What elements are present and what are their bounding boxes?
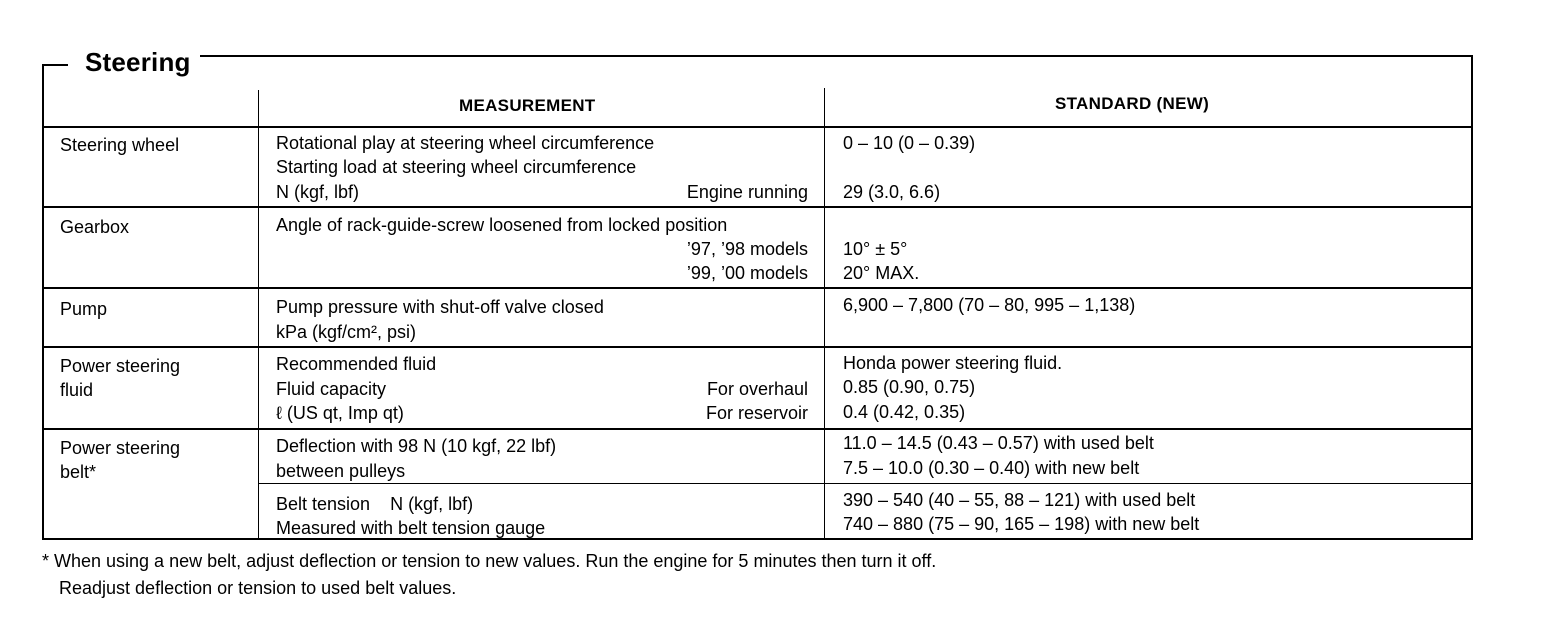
measurement-line: Deflection with 98 N (10 kgf, 22 lbf) (276, 436, 557, 456)
header-measurement: MEASUREMENT (459, 96, 596, 115)
measurement-line: Pump pressure with shut-off valve closed (276, 297, 604, 317)
standard-value: 0.85 (0.90, 0.75) (843, 377, 976, 397)
measurement-line: Angle of rack-guide-screw loosened from locked position (276, 215, 728, 235)
condition-label: ’97, ’98 models (686, 239, 808, 259)
footnote-line-2: Readjust deflection or tension to used belt values. (59, 578, 457, 598)
frame-top-left-stub (42, 64, 68, 66)
measurement-line: Rotational play at steering wheel circumference (276, 133, 655, 153)
item-power-steering-belt: Power steering (60, 438, 181, 458)
item-pump: Pump (60, 299, 108, 319)
frame-top-line (200, 55, 1473, 57)
standard-value: 20° MAX. (843, 263, 920, 283)
measurement-line: between pulleys (276, 461, 406, 481)
standard-value: 6,900 – 7,800 (70 – 80, 995 – 1,138) (843, 295, 1136, 315)
measurement-line: Measured with belt tension gauge (276, 518, 546, 538)
condition-label: For overhaul (706, 379, 808, 399)
measurement-line: Recommended fluid (276, 354, 437, 374)
item-gearbox: Gearbox (60, 217, 130, 237)
row-divider-2 (42, 287, 1473, 289)
measurement-line: kPa (kgf/cm², psi) (276, 322, 417, 342)
row-divider-4 (42, 428, 1473, 430)
item-power-steering-fluid: Power steering (60, 356, 181, 376)
measurement-line: Fluid capacity (276, 379, 387, 399)
item-power-steering-fluid: fluid (60, 380, 94, 400)
standard-value: 740 – 880 (75 – 90, 165 – 198) with new belt (843, 514, 1200, 534)
standard-value: 10° ± 5° (843, 239, 908, 259)
row-divider-5 (258, 483, 1473, 484)
row-divider-header (42, 126, 1473, 128)
standard-value: 11.0 – 14.5 (0.43 – 0.57) with used belt (843, 433, 1154, 453)
measurement-line: Belt tension N (kgf, lbf) (276, 494, 474, 514)
row-divider-1 (42, 206, 1473, 208)
item-steering-wheel: Steering wheel (60, 135, 180, 155)
section-title: Steering (82, 46, 194, 78)
measurement-line: ℓ (US qt, Imp qt) (276, 403, 404, 423)
condition-label: For reservoir (705, 403, 808, 423)
col-divider-item (258, 90, 259, 538)
standard-value: 390 – 540 (40 – 55, 88 – 121) with used belt (843, 490, 1196, 510)
standard-value: 0 – 10 (0 – 0.39) (843, 133, 976, 153)
standard-value: 7.5 – 10.0 (0.30 – 0.40) with new belt (843, 458, 1140, 478)
header-standard: STANDARD (NEW) (1055, 94, 1210, 113)
item-power-steering-belt: belt* (60, 462, 97, 482)
footnote-line-1: * When using a new belt, adjust deflection or tension to new values. Run the engine for 5 minutes then turn it off. (42, 551, 937, 571)
standard-value: Honda power steering fluid. (843, 353, 1063, 373)
col-divider-standard (824, 88, 825, 538)
row-divider-3 (42, 346, 1473, 348)
measurement-line: N (kgf, lbf) (276, 182, 360, 202)
standard-value: 0.4 (0.42, 0.35) (843, 402, 966, 422)
measurement-line: Starting load at steering wheel circumference (276, 157, 637, 177)
standard-value: 29 (3.0, 6.6) (843, 182, 941, 202)
frame-left-line (42, 64, 44, 540)
condition-label: Engine running (686, 182, 808, 202)
condition-label: ’99, ’00 models (686, 263, 808, 283)
frame-bottom-line (42, 538, 1473, 540)
